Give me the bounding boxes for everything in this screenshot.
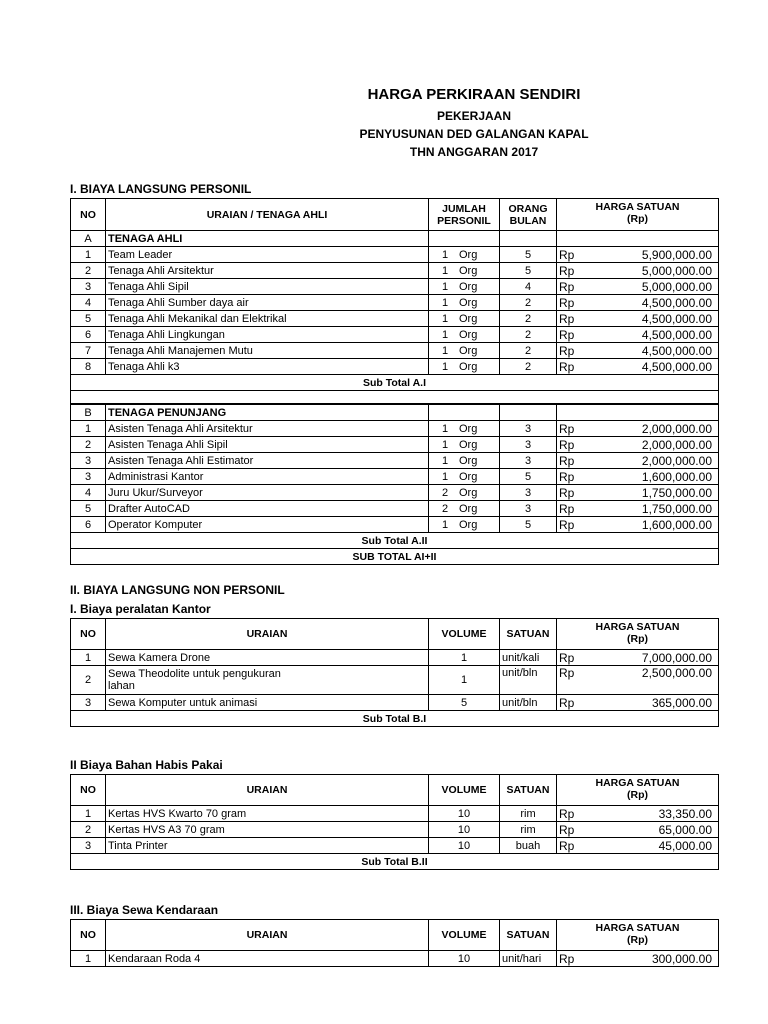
col-harga: [557, 199, 719, 231]
subtotal-a1: Sub Total A.I: [71, 375, 719, 391]
table-row: [71, 359, 719, 375]
table-row: [71, 453, 719, 469]
row-name: Kertas HVS A3 70 gram: [106, 822, 429, 838]
group-row-a: [71, 231, 719, 247]
row-no: 2: [71, 437, 106, 453]
row-months: 3: [500, 421, 557, 437]
row-price: 2,500,000.00: [585, 666, 719, 695]
table-row: [71, 311, 719, 327]
table-row: [71, 666, 719, 695]
row-unit: rim: [500, 806, 557, 822]
col-harga: [557, 775, 719, 806]
row-currency: Rp: [557, 469, 585, 485]
row-price: 1,600,000.00: [585, 469, 719, 485]
subtotal-row: [71, 375, 719, 391]
row-unit: rim: [500, 822, 557, 838]
row-no: 3: [71, 279, 106, 295]
row-no: 1: [71, 951, 106, 967]
row-qty-unit: Org: [459, 312, 478, 325]
row-name: Tenaga Ahli Arsitektur: [106, 263, 429, 279]
row-qty: 1: [441, 344, 449, 357]
row-volume: 10: [429, 951, 500, 967]
consumables-table: [70, 774, 719, 870]
row-no: 1: [71, 806, 106, 822]
row-currency: Rp: [557, 327, 585, 343]
row-name: Drafter AutoCAD: [106, 501, 429, 517]
row-qty-unit: Org: [459, 264, 478, 277]
vehicle-table: [70, 919, 719, 967]
row-no: 1: [71, 421, 106, 437]
row-qty-unit: Org: [459, 486, 478, 499]
table-row: [71, 263, 719, 279]
row-no: 2: [71, 822, 106, 838]
row-no: 2: [71, 263, 106, 279]
row-unit: buah: [500, 838, 557, 854]
row-qty-cell: [429, 327, 500, 343]
row-name: Tenaga Ahli k3: [106, 359, 429, 375]
col-harga-line2: (Rp): [627, 213, 648, 225]
row-volume: 10: [429, 806, 500, 822]
row-no: 8: [71, 359, 106, 375]
row-name: Sewa Kamera Drone: [106, 650, 429, 666]
row-no: 3: [71, 453, 106, 469]
table-row: [71, 695, 719, 711]
table-row: [71, 437, 719, 453]
row-price: 4,500,000.00: [585, 343, 719, 359]
row-currency: Rp: [557, 517, 585, 533]
row-currency: Rp: [557, 951, 585, 967]
table-row: [71, 295, 719, 311]
row-qty: 1: [441, 518, 449, 531]
row-price: 5,000,000.00: [585, 279, 719, 295]
row-volume: 5: [429, 695, 500, 711]
row-price: 1,600,000.00: [585, 517, 719, 533]
col-harga: [557, 619, 719, 650]
row-name: Kertas HVS Kwarto 70 gram: [106, 806, 429, 822]
row-qty: 1: [441, 264, 449, 277]
row-price: 33,350.00: [585, 806, 719, 822]
row-qty-cell: [429, 501, 500, 517]
col-orang-line1: ORANG: [508, 202, 548, 215]
row-qty-cell: [429, 279, 500, 295]
col-no: NO: [71, 619, 106, 650]
row-months: 2: [500, 295, 557, 311]
row-currency: Rp: [557, 295, 585, 311]
col-satuan: SATUAN: [500, 619, 557, 650]
row-qty-cell: [429, 247, 500, 263]
col-harga: [557, 920, 719, 951]
col-harga-line2: (Rp): [627, 934, 648, 946]
row-qty-unit: Org: [459, 280, 478, 293]
col-harga-line1: HARGA SATUAN: [595, 621, 680, 633]
row-months: 2: [500, 359, 557, 375]
col-uraian: URAIAN: [106, 775, 429, 806]
row-no: 5: [71, 501, 106, 517]
row-qty-cell: [429, 343, 500, 359]
row-price: 4,500,000.00: [585, 295, 719, 311]
row-no: 3: [71, 469, 106, 485]
row-name: Asisten Tenaga Ahli Sipil: [106, 437, 429, 453]
row-qty-cell: [429, 517, 500, 533]
row-qty: 1: [441, 438, 449, 451]
row-qty: 1: [441, 280, 449, 293]
row-qty-cell: [429, 437, 500, 453]
page-title: HARGA PERKIRAAN SENDIRI: [367, 86, 581, 103]
row-qty-unit: Org: [459, 454, 478, 467]
row-name: Tenaga Ahli Manajemen Mutu: [106, 343, 429, 359]
subtotal-row: [71, 533, 719, 549]
row-price: 5,000,000.00: [585, 263, 719, 279]
subtotal-b1: Sub Total B.I: [71, 711, 719, 727]
row-qty-cell: [429, 311, 500, 327]
row-months: 5: [500, 247, 557, 263]
row-volume: 1: [429, 666, 500, 695]
col-uraian: URAIAN: [106, 619, 429, 650]
row-unit: unit/bln: [500, 695, 557, 711]
row-qty-cell: [429, 359, 500, 375]
row-currency: Rp: [557, 453, 585, 469]
col-harga-line1: HARGA SATUAN: [595, 922, 680, 934]
row-no: 6: [71, 517, 106, 533]
col-harga-line1: HARGA SATUAN: [595, 201, 680, 213]
table-row: [71, 806, 719, 822]
row-no: 4: [71, 295, 106, 311]
table-row: [71, 517, 719, 533]
row-months: 3: [500, 453, 557, 469]
row-name: Team Leader: [106, 247, 429, 263]
row-qty-unit: Org: [459, 360, 478, 373]
row-name: Asisten Tenaga Ahli Estimator: [106, 453, 429, 469]
subtotal-row: [71, 854, 719, 870]
row-price: 365,000.00: [585, 695, 719, 711]
col-uraian: URAIAN / TENAGA AHLI: [106, 199, 429, 231]
row-months: 3: [500, 437, 557, 453]
subtitle-project: PENYUSUNAN DED GALANGAN KAPAL: [359, 127, 589, 141]
subtotal-b2: Sub Total B.II: [71, 854, 719, 870]
table-row: [71, 469, 719, 485]
row-months: 2: [500, 311, 557, 327]
row-qty: 1: [441, 328, 449, 341]
row-name: Tenaga Ahli Lingkungan: [106, 327, 429, 343]
col-volume: VOLUME: [429, 775, 500, 806]
table-row: [71, 343, 719, 359]
row-price: 2,000,000.00: [585, 453, 719, 469]
row-name: Sewa Komputer untuk animasi: [106, 695, 429, 711]
row-qty: 1: [441, 248, 449, 261]
row-qty: 1: [441, 360, 449, 373]
section1-heading: I. BIAYA LANGSUNG PERSONIL: [70, 182, 252, 196]
row-qty-unit: Org: [459, 248, 478, 261]
col-satuan: SATUAN: [500, 920, 557, 951]
subtotal-row: [71, 549, 719, 565]
group-row-b: [71, 404, 719, 421]
col-jumlah-line1: JUMLAH: [442, 202, 486, 215]
table-header: [71, 920, 719, 951]
col-harga-line1: HARGA SATUAN: [595, 777, 680, 789]
row-currency: Rp: [557, 822, 585, 838]
row-unit: unit/bln: [500, 666, 557, 695]
table-row: [71, 838, 719, 854]
row-months: 5: [500, 263, 557, 279]
row-currency: Rp: [557, 437, 585, 453]
row-price: 65,000.00: [585, 822, 719, 838]
row-qty: 1: [441, 454, 449, 467]
row-volume: 10: [429, 838, 500, 854]
table-row: [71, 247, 719, 263]
col-uraian: URAIAN: [106, 920, 429, 951]
col-orang-line2: BULAN: [509, 214, 547, 227]
row-no: 2: [71, 666, 106, 695]
row-qty: 1: [441, 296, 449, 309]
row-price: 45,000.00: [585, 838, 719, 854]
row-qty-cell: [429, 485, 500, 501]
row-price: 2,000,000.00: [585, 437, 719, 453]
row-qty-unit: Org: [459, 502, 478, 515]
row-volume: 10: [429, 822, 500, 838]
row-qty-unit: Org: [459, 422, 478, 435]
col-harga-line2: (Rp): [627, 789, 648, 801]
row-price: 5,900,000.00: [585, 247, 719, 263]
col-orang: [500, 199, 557, 231]
row-name: Asisten Tenaga Ahli Arsitektur: [106, 421, 429, 437]
row-months: 4: [500, 279, 557, 295]
row-currency: Rp: [557, 806, 585, 822]
row-qty-cell: [429, 263, 500, 279]
row-price: 4,500,000.00: [585, 359, 719, 375]
row-price: 4,500,000.00: [585, 327, 719, 343]
row-qty-unit: Org: [459, 518, 478, 531]
row-price: 1,750,000.00: [585, 485, 719, 501]
row-currency: Rp: [557, 359, 585, 375]
subtitle-pekerjaan: PEKERJAAN: [436, 109, 511, 123]
col-jumlah-line2: PERSONIL: [437, 214, 491, 227]
row-months: 5: [500, 517, 557, 533]
col-satuan: SATUAN: [500, 775, 557, 806]
row-qty-unit: Org: [459, 296, 478, 309]
table-row: [71, 822, 719, 838]
row-qty-cell: [429, 453, 500, 469]
row-price: 4,500,000.00: [585, 311, 719, 327]
row-qty-cell: [429, 295, 500, 311]
table-header: [71, 619, 719, 650]
row-currency: Rp: [557, 263, 585, 279]
subtotal-all: SUB TOTAL AI+II: [71, 549, 719, 565]
row-name: Tinta Printer: [106, 838, 429, 854]
row-qty: 1: [441, 312, 449, 325]
row-name: Kendaraan Roda 4: [106, 951, 429, 967]
row-currency: Rp: [557, 485, 585, 501]
table-row: [71, 421, 719, 437]
part-b3-heading: III. Biaya Sewa Kendaraan: [70, 903, 219, 917]
row-months: 5: [500, 469, 557, 485]
group-code: A: [71, 231, 106, 247]
col-jumlah: [429, 199, 500, 231]
row-qty: 2: [441, 502, 449, 515]
section2-heading: II. BIAYA LANGSUNG NON PERSONIL: [70, 583, 285, 597]
row-no: 3: [71, 838, 106, 854]
table-row: [71, 650, 719, 666]
row-currency: Rp: [557, 695, 585, 711]
row-months: 3: [500, 485, 557, 501]
table-row: [71, 279, 719, 295]
row-no: 7: [71, 343, 106, 359]
row-name: Operator Komputer: [106, 517, 429, 533]
row-price: 2,000,000.00: [585, 421, 719, 437]
equipment-table: [70, 618, 719, 727]
row-currency: Rp: [557, 247, 585, 263]
row-unit: unit/hari: [500, 951, 557, 967]
row-currency: Rp: [557, 421, 585, 437]
col-no: NO: [71, 775, 106, 806]
row-no: 6: [71, 327, 106, 343]
row-qty-unit: Org: [459, 470, 478, 483]
row-no: 1: [71, 247, 106, 263]
col-harga-line2: (Rp): [627, 633, 648, 645]
row-currency: Rp: [557, 311, 585, 327]
subtotal-row: [71, 711, 719, 727]
part-b1-heading: I. Biaya peralatan Kantor: [70, 602, 211, 616]
row-currency: Rp: [557, 650, 585, 666]
row-no: 5: [71, 311, 106, 327]
row-currency: Rp: [557, 666, 585, 695]
subtotal-a2: Sub Total A.II: [71, 533, 719, 549]
row-name: Sewa Theodolite untuk pengukuran lahan: [106, 666, 429, 695]
col-volume: VOLUME: [429, 920, 500, 951]
row-qty: 1: [441, 470, 449, 483]
row-name: Tenaga Ahli Sumber daya air: [106, 295, 429, 311]
row-price: 1,750,000.00: [585, 501, 719, 517]
row-qty-unit: Org: [459, 328, 478, 341]
row-name: Juru Ukur/Surveyor: [106, 485, 429, 501]
row-price: 7,000,000.00: [585, 650, 719, 666]
row-price: 300,000.00: [585, 951, 719, 967]
row-unit: unit/kali: [500, 650, 557, 666]
subtitle-year: THN ANGGARAN 2017: [409, 145, 539, 159]
table-header: [71, 775, 719, 806]
row-qty: 2: [441, 486, 449, 499]
personnel-table: [70, 198, 719, 565]
row-volume: 1: [429, 650, 500, 666]
row-name: Tenaga Ahli Sipil: [106, 279, 429, 295]
col-no: NO: [71, 920, 106, 951]
row-no: 3: [71, 695, 106, 711]
table-row: [71, 951, 719, 967]
part-b2-heading: II Biaya Bahan Habis Pakai: [70, 758, 223, 772]
row-name: Tenaga Ahli Mekanikal dan Elektrikal: [106, 311, 429, 327]
row-currency: Rp: [557, 279, 585, 295]
row-qty-cell: [429, 421, 500, 437]
row-name: Administrasi Kantor: [106, 469, 429, 485]
row-qty-unit: Org: [459, 344, 478, 357]
group-code: B: [71, 404, 106, 421]
row-currency: Rp: [557, 838, 585, 854]
row-qty-unit: Org: [459, 438, 478, 451]
row-months: 2: [500, 343, 557, 359]
col-no: NO: [71, 199, 106, 231]
table-row: [71, 327, 719, 343]
row-months: 3: [500, 501, 557, 517]
row-no: 1: [71, 650, 106, 666]
group-label: TENAGA PENUNJANG: [106, 404, 429, 421]
row-no: 4: [71, 485, 106, 501]
table-header: [71, 199, 719, 231]
row-currency: Rp: [557, 343, 585, 359]
group-label: TENAGA AHLI: [106, 231, 429, 247]
row-currency: Rp: [557, 501, 585, 517]
col-volume: VOLUME: [429, 619, 500, 650]
table-row: [71, 501, 719, 517]
row-months: 2: [500, 327, 557, 343]
table-row: [71, 485, 719, 501]
row-qty: 1: [441, 422, 449, 435]
row-qty-cell: [429, 469, 500, 485]
